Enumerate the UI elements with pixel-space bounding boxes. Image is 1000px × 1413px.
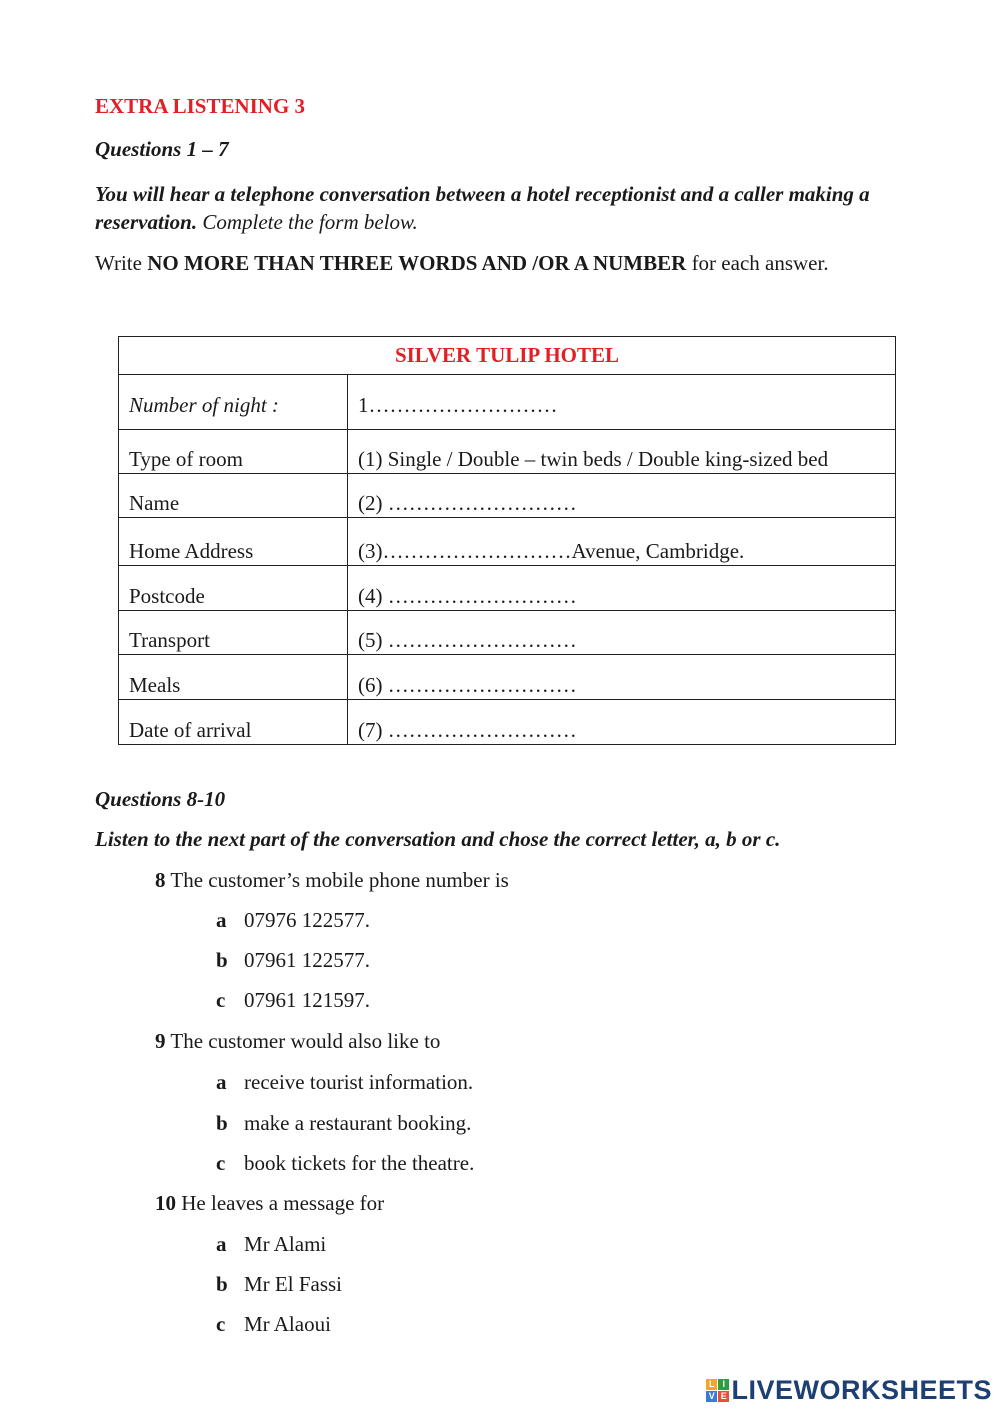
write-limit: NO MORE THAN THREE WORDS AND /OR A NUMBER <box>147 251 687 275</box>
form-row <box>119 611 896 655</box>
liveworksheets-logo-icon <box>706 1379 729 1402</box>
question-number: 8 <box>155 868 166 892</box>
form-answer-field[interactable]: (4) ……………………… <box>348 566 896 611</box>
logo-tile: V <box>706 1391 717 1402</box>
form-row <box>119 700 896 745</box>
instruction-italic: Complete the form below. <box>197 210 418 234</box>
option-8a[interactable] <box>216 908 370 933</box>
form-label: Number of night : <box>119 375 348 430</box>
question-8 <box>155 868 509 893</box>
option-9a[interactable] <box>216 1070 473 1095</box>
option-text: Mr Alaoui <box>244 1312 331 1336</box>
form-answer-field[interactable]: (2) ……………………… <box>348 474 896 518</box>
question-text: The customer would also like to <box>165 1029 441 1053</box>
write-instruction <box>95 251 829 276</box>
option-9c[interactable] <box>216 1151 474 1176</box>
form-row <box>119 655 896 700</box>
option-text: receive tourist information. <box>244 1070 474 1094</box>
form-answer-field[interactable]: (5) ……………………… <box>348 611 896 655</box>
form-label: Date of arrival <box>119 700 348 745</box>
option-letter: b <box>216 948 228 972</box>
logo-tile: I <box>718 1379 729 1390</box>
question-9 <box>155 1029 440 1054</box>
instruction-bold: You will hear a telephone conversation between a hotel receptionist and a caller making a reservation. <box>95 182 870 234</box>
form-label: Meals <box>119 655 348 700</box>
form-label: Postcode <box>119 566 348 611</box>
option-text: 07976 122577. <box>244 908 370 932</box>
option-text: 07961 122577. <box>244 948 370 972</box>
option-text: make a restaurant booking. <box>244 1111 472 1135</box>
questions-8-10-heading: Questions 8-10 <box>95 787 226 811</box>
option-9b[interactable] <box>216 1111 471 1136</box>
liveworksheets-logo[interactable] <box>706 1375 992 1406</box>
form-label: Name <box>119 474 348 518</box>
form-row <box>119 518 896 566</box>
option-letter: b <box>216 1111 228 1135</box>
form-row <box>119 474 896 518</box>
form-answer-field[interactable]: (3)………………………Avenue, Cambridge. <box>348 518 896 566</box>
form-answer-field[interactable]: (7) ……………………… <box>348 700 896 745</box>
question-number: 9 <box>155 1029 166 1053</box>
option-letter: c <box>216 1151 226 1175</box>
write-prefix: Write <box>95 251 148 275</box>
form-row <box>119 430 896 474</box>
hotel-form-table <box>118 336 896 745</box>
write-suffix: for each answer. <box>686 251 829 275</box>
question-number: 10 <box>155 1191 176 1215</box>
option-text: Mr Alami <box>244 1232 327 1256</box>
worksheet-title: EXTRA LISTENING 3 <box>95 94 306 118</box>
part2-instruction: Listen to the next part of the conversation and chose the correct letter, a, b or c. <box>95 827 781 851</box>
option-8c[interactable] <box>216 988 370 1013</box>
logo-tile: E <box>718 1391 729 1402</box>
option-letter: a <box>216 908 227 932</box>
question-text: The customer’s mobile phone number is <box>165 868 509 892</box>
form-row <box>119 375 896 430</box>
form-label: Type of room <box>119 430 348 474</box>
form-label: Home Address <box>119 518 348 566</box>
form-answer-field[interactable]: 1……………………… <box>348 375 896 430</box>
option-letter: b <box>216 1272 228 1296</box>
question-text: He leaves a message for <box>176 1191 385 1215</box>
form-row <box>119 566 896 611</box>
brand-name: LIVEWORKSHEETS <box>731 1375 992 1405</box>
option-text: 07961 121597. <box>244 988 370 1012</box>
instruction-paragraph <box>95 180 925 236</box>
option-10a[interactable] <box>216 1232 326 1257</box>
form-label: Transport <box>119 611 348 655</box>
questions-1-7-heading: Questions 1 – 7 <box>95 137 229 161</box>
logo-tile: L <box>706 1379 717 1390</box>
option-10b[interactable] <box>216 1272 342 1297</box>
option-10c[interactable] <box>216 1312 331 1337</box>
option-letter: c <box>216 988 226 1012</box>
option-letter: a <box>216 1070 227 1094</box>
question-10 <box>155 1191 384 1216</box>
form-answer-field[interactable]: (6) ……………………… <box>348 655 896 700</box>
option-8b[interactable] <box>216 948 370 973</box>
option-letter: a <box>216 1232 227 1256</box>
option-text: book tickets for the theatre. <box>244 1151 475 1175</box>
form-title: SILVER TULIP HOTEL <box>119 337 896 375</box>
option-letter: c <box>216 1312 226 1336</box>
form-answer-field[interactable]: (1) Single / Double – twin beds / Double king-sized bed <box>348 430 896 474</box>
option-text: Mr El Fassi <box>244 1272 343 1296</box>
